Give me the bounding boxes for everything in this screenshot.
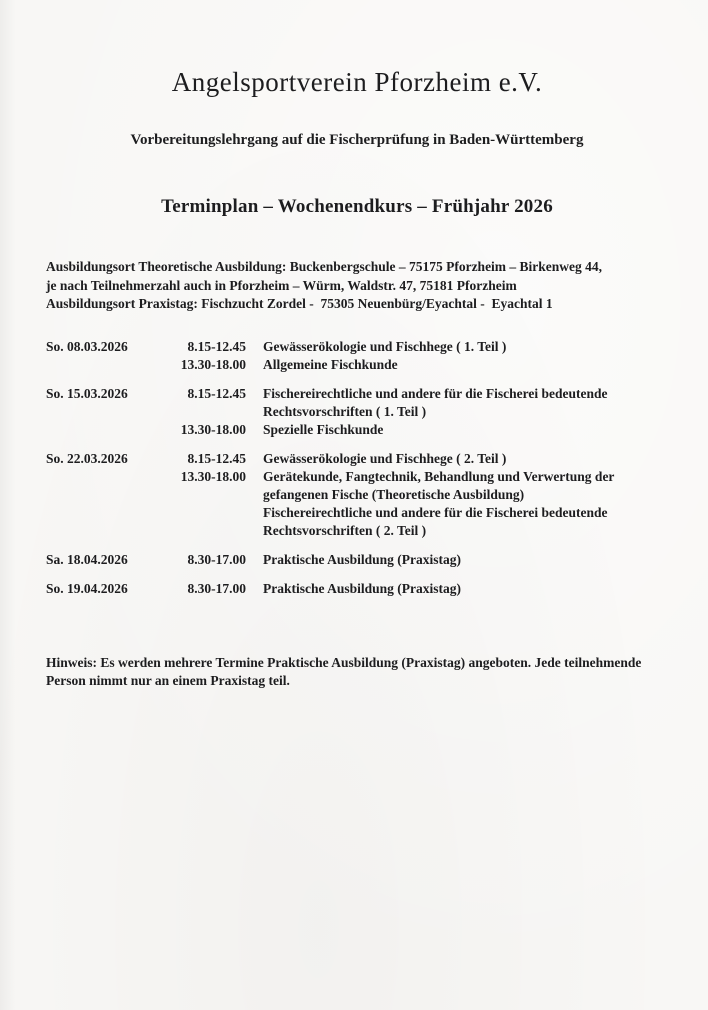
schedule-date: So. 22.03.2026 [46, 450, 128, 466]
topic-line: Rechtsvorschriften ( 1. Teil ) [263, 403, 427, 419]
topic-line: Rechtsvorschriften ( 2. Teil ) [263, 522, 427, 538]
session-topics [263, 421, 668, 439]
schedule-date: So. 15.03.2026 [46, 385, 128, 401]
session-time: 8.15-12.45 [187, 338, 246, 354]
schedule-row [46, 580, 668, 598]
schedule-date: So. 19.04.2026 [46, 580, 128, 596]
schedule-sessions [176, 551, 668, 569]
schedule-sessions [176, 338, 668, 374]
topic-line: Gerätekunde, Fangtechnik, Behandlung und Verwertung der [263, 468, 615, 484]
session-topics [263, 551, 668, 569]
schedule-session [176, 421, 668, 439]
course-subtitle: Vorbereitungslehrgang auf die Fischerprüfung in Baden-Württemberg [130, 132, 584, 148]
topic-line: gefangenen Fische (Theoretische Ausbildung) [263, 486, 525, 502]
session-time: 8.15-12.45 [187, 385, 246, 401]
participation-note: Hinweis: Es werden mehrere Termine Praktische Ausbildung (Praxistag) angeboten. Jede teilnehmende Person nimmt nur an einem Praxistag teil. [46, 654, 645, 688]
session-topics [263, 580, 668, 598]
session-topics [263, 338, 668, 356]
topic-line: Allgemeine Fischkunde [263, 356, 398, 372]
location-theory-line2: je nach Teilnehmerzahl auch in Pforzheim – Würm, Waldstr. 47, 75181 Pforzheim [46, 277, 517, 293]
session-time: 8.15-12.45 [187, 450, 246, 466]
schedule-sessions [176, 580, 668, 598]
session-topics [263, 468, 668, 540]
schedule-table [46, 338, 668, 598]
schedule-sessions [176, 450, 668, 540]
session-time: 8.30-17.00 [187, 551, 246, 567]
schedule-date: Sa. 18.04.2026 [46, 551, 128, 567]
club-title: Angelsportverein Pforzheim e.V. [171, 67, 543, 97]
schedule-row [46, 385, 668, 439]
topic-line: Fischereirechtliche und andere für die Fischerei bedeutende [263, 385, 608, 401]
session-topics [263, 450, 668, 468]
schedule-heading: Terminplan – Wochenendkurs – Frühjahr 2026 [161, 196, 553, 217]
session-time: 13.30-18.00 [180, 421, 246, 437]
session-time: 13.30-18.00 [180, 356, 246, 372]
topic-line: Praktische Ausbildung (Praxistag) [263, 551, 462, 567]
topic-line: Gewässerökologie und Fischhege ( 2. Teil ) [263, 450, 507, 466]
schedule-sessions [176, 385, 668, 439]
schedule-session [176, 468, 668, 540]
schedule-session [176, 580, 668, 598]
topic-line: Praktische Ausbildung (Praxistag) [263, 580, 462, 596]
training-locations [46, 258, 668, 314]
schedule-date: So. 08.03.2026 [46, 338, 128, 354]
schedule-session [176, 450, 668, 468]
topic-line: Gewässerökologie und Fischhege ( 1. Teil ) [263, 338, 507, 354]
schedule-session [176, 551, 668, 569]
session-time: 13.30-18.00 [180, 468, 246, 484]
schedule-row [46, 338, 668, 374]
schedule-row [46, 450, 668, 540]
schedule-row [46, 551, 668, 569]
session-topics [263, 385, 668, 421]
schedule-session [176, 356, 668, 374]
document-content [0, 64, 708, 691]
topic-line: Spezielle Fischkunde [263, 421, 384, 437]
location-praxistag: Ausbildungsort Praxistag: Fischzucht Zordel - 75305 Neuenbürg/Eyachtal - Eyachtal 1 [46, 296, 553, 311]
schedule-session [176, 385, 668, 421]
location-theory-line1: Ausbildungsort Theoretische Ausbildung: Buckenbergschule – 75175 Pforzheim – Birkenweg 44, [46, 259, 603, 274]
session-time: 8.30-17.00 [187, 580, 246, 596]
session-topics [263, 356, 668, 374]
topic-line: Fischereirechtliche und andere für die Fischerei bedeutende [263, 504, 608, 520]
schedule-session [176, 338, 668, 356]
